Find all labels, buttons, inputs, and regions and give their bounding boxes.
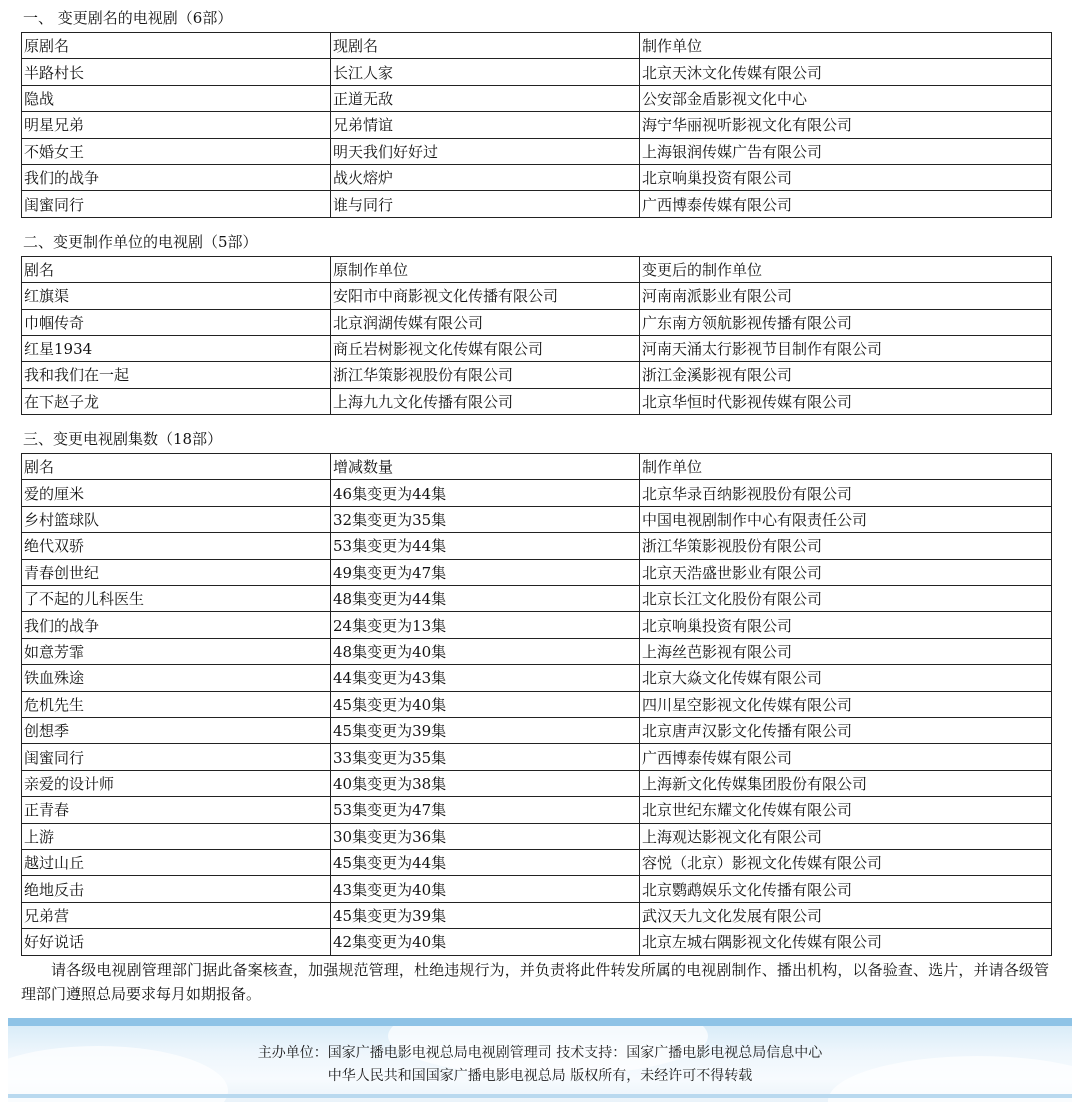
table-row xyxy=(22,823,1052,849)
table-cell: 海宁华丽视听影视文化有限公司 xyxy=(640,112,1052,138)
table-cell: 浙江华策影视股份有限公司 xyxy=(331,362,640,388)
table-cell: 北京唐声汉影文化传播有限公司 xyxy=(640,717,1052,743)
table-cell: 商丘岩树影视文化传媒有限公司 xyxy=(331,335,640,361)
table-row xyxy=(22,559,1052,585)
table-cell: 正青春 xyxy=(22,797,331,823)
table-cell: 上游 xyxy=(22,823,331,849)
table-cell: 45集变更为44集 xyxy=(331,849,640,875)
table-row xyxy=(22,691,1052,717)
table-cell: 隐战 xyxy=(22,85,331,111)
table-cell: 四川星空影视文化传媒有限公司 xyxy=(640,691,1052,717)
table-cell: 北京左城右隅影视文化传媒有限公司 xyxy=(640,929,1052,955)
table-row xyxy=(22,586,1052,612)
table-row xyxy=(22,388,1052,414)
table-row xyxy=(22,533,1052,559)
table-cell: 亲爱的设计师 xyxy=(22,770,331,796)
table-row xyxy=(22,112,1052,138)
table-cell: 兄弟情谊 xyxy=(331,112,640,138)
section3-title: 三、变更电视剧集数（18部） xyxy=(23,430,223,449)
table-cell: 半路村长 xyxy=(22,59,331,85)
table-row xyxy=(22,191,1052,217)
table-cell: 爱的厘米 xyxy=(22,480,331,506)
table-cell: 中国电视剧制作中心有限责任公司 xyxy=(640,506,1052,532)
table-row xyxy=(22,902,1052,928)
table-cell: 了不起的儿科医生 xyxy=(22,586,331,612)
table-cell: 43集变更为40集 xyxy=(331,876,640,902)
site-footer xyxy=(8,1018,1072,1102)
footer-copyright-line: 中华人民共和国国家广播电影电视总局 版权所有，未经许可不得转载 xyxy=(327,1068,753,1084)
table-row xyxy=(22,849,1052,875)
table-cell: 北京世纪东耀文化传媒有限公司 xyxy=(640,797,1052,823)
table-cell: 48集变更为44集 xyxy=(331,586,640,612)
table-cell: 上海观达影视文化有限公司 xyxy=(640,823,1052,849)
table-row xyxy=(22,362,1052,388)
table-row xyxy=(22,665,1052,691)
closing-note: 请各级电视剧管理部门据此备案核查，加强规范管理，杜绝违规行为，并负责将此件转发所属的电视剧制作、播出机构，以备验查、选片，并请各级管理部门遵照总局要求每月如期报备。 xyxy=(21,960,1049,1003)
table-row xyxy=(22,164,1052,190)
section2-title: 二、变更制作单位的电视剧（5部） xyxy=(23,232,258,251)
table-cell: 30集变更为36集 xyxy=(331,823,640,849)
column-header: 制作单位 xyxy=(640,454,1052,480)
table-row xyxy=(22,335,1052,361)
table-cell: 上海新文化传媒集团股份有限公司 xyxy=(640,770,1052,796)
table-cell: 河南天涌太行影视节目制作有限公司 xyxy=(640,335,1052,361)
table-cell: 武汉天九文化发展有限公司 xyxy=(640,902,1052,928)
table-cell: 我们的战争 xyxy=(22,612,331,638)
table-cell: 46集变更为44集 xyxy=(331,480,640,506)
table-cell: 49集变更为47集 xyxy=(331,559,640,585)
table-row xyxy=(22,876,1052,902)
table-row xyxy=(22,283,1052,309)
column-header: 剧名 xyxy=(22,256,331,282)
table-cell: 明星兄弟 xyxy=(22,112,331,138)
table-cell: 青春创世纪 xyxy=(22,559,331,585)
footer-bottom-bar xyxy=(8,1094,1072,1098)
table-row xyxy=(22,480,1052,506)
table-cell: 安阳市中商影视文化传播有限公司 xyxy=(331,283,640,309)
table-cell: 40集变更为38集 xyxy=(331,770,640,796)
table-cell: 我们的战争 xyxy=(22,164,331,190)
table-cell: 容悦（北京）影视文化传媒有限公司 xyxy=(640,849,1052,875)
table-cell: 53集变更为44集 xyxy=(331,533,640,559)
table-cell: 北京天浩盛世影业有限公司 xyxy=(640,559,1052,585)
table-renamed-dramas xyxy=(21,32,1052,218)
table-cell: 24集变更为13集 xyxy=(331,612,640,638)
table-cell: 北京华恒时代影视传媒有限公司 xyxy=(640,388,1052,414)
table-row xyxy=(22,59,1052,85)
table-cell: 我和我们在一起 xyxy=(22,362,331,388)
table-changed-producers xyxy=(21,256,1052,415)
table-cell: 广西博泰传媒有限公司 xyxy=(640,744,1052,770)
table-row xyxy=(22,638,1052,664)
table-cell: 绝地反击 xyxy=(22,876,331,902)
table-cell: 明天我们好好过 xyxy=(331,138,640,164)
table-cell: 闺蜜同行 xyxy=(22,191,331,217)
table-cell: 巾帼传奇 xyxy=(22,309,331,335)
table-cell: 44集变更为43集 xyxy=(331,665,640,691)
table-cell: 北京响巢投资有限公司 xyxy=(640,164,1052,190)
table-cell: 乡村篮球队 xyxy=(22,506,331,532)
table-row xyxy=(22,506,1052,532)
column-header: 增减数量 xyxy=(331,454,640,480)
table-cell: 危机先生 xyxy=(22,691,331,717)
table-cell: 北京华录百纳影视股份有限公司 xyxy=(640,480,1052,506)
table-cell: 闺蜜同行 xyxy=(22,744,331,770)
table-cell: 53集变更为47集 xyxy=(331,797,640,823)
table-header-row xyxy=(22,454,1052,480)
column-header: 原剧名 xyxy=(22,33,331,59)
table-cell: 铁血殊途 xyxy=(22,665,331,691)
table-cell: 兄弟营 xyxy=(22,902,331,928)
document-content xyxy=(21,8,1051,1006)
table-changed-episodes xyxy=(21,453,1052,955)
table-cell: 创想季 xyxy=(22,717,331,743)
table-cell: 广西博泰传媒有限公司 xyxy=(640,191,1052,217)
table-row xyxy=(22,929,1052,955)
table-cell: 45集变更为40集 xyxy=(331,691,640,717)
table-cell: 战火熔炉 xyxy=(331,164,640,190)
table-cell: 33集变更为35集 xyxy=(331,744,640,770)
table-cell: 如意芳霏 xyxy=(22,638,331,664)
table-cell: 长江人家 xyxy=(331,59,640,85)
table-cell: 好好说话 xyxy=(22,929,331,955)
table-row xyxy=(22,797,1052,823)
table-cell: 谁与同行 xyxy=(331,191,640,217)
section1-title: 一、 变更剧名的电视剧（6部） xyxy=(23,9,233,27)
table-cell: 42集变更为40集 xyxy=(331,929,640,955)
table-cell: 45集变更为39集 xyxy=(331,717,640,743)
table-cell: 北京天沐文化传媒有限公司 xyxy=(640,59,1052,85)
table-cell: 河南南派影业有限公司 xyxy=(640,283,1052,309)
table-row xyxy=(22,770,1052,796)
table-cell: 正道无敌 xyxy=(331,85,640,111)
table-cell: 在下赵子龙 xyxy=(22,388,331,414)
table-cell: 不婚女王 xyxy=(22,138,331,164)
column-header: 制作单位 xyxy=(640,33,1052,59)
table-cell: 45集变更为39集 xyxy=(331,902,640,928)
column-header: 变更后的制作单位 xyxy=(640,256,1052,282)
table-cell: 北京大焱文化传媒有限公司 xyxy=(640,665,1052,691)
footer-sponsor-line: 主办单位：国家广播电影电视总局电视剧管理司 技术支持：国家广播电影电视总局信息中心 xyxy=(257,1045,823,1061)
table-cell: 红旗渠 xyxy=(22,283,331,309)
table-cell: 48集变更为40集 xyxy=(331,638,640,664)
table-cell: 北京长江文化股份有限公司 xyxy=(640,586,1052,612)
table-header-row xyxy=(22,33,1052,59)
column-header: 剧名 xyxy=(22,454,331,480)
table-cell: 公安部金盾影视文化中心 xyxy=(640,85,1052,111)
table-cell: 上海九九文化传播有限公司 xyxy=(331,388,640,414)
table-cell: 广东南方领航影视传播有限公司 xyxy=(640,309,1052,335)
table-cell: 绝代双骄 xyxy=(22,533,331,559)
table-cell: 浙江华策影视股份有限公司 xyxy=(640,533,1052,559)
table-row xyxy=(22,309,1052,335)
column-header: 现剧名 xyxy=(331,33,640,59)
table-cell: 北京响巢投资有限公司 xyxy=(640,612,1052,638)
table-cell: 32集变更为35集 xyxy=(331,506,640,532)
table-header-row xyxy=(22,256,1052,282)
table-row xyxy=(22,85,1052,111)
table-cell: 红星1934 xyxy=(22,335,331,361)
table-cell: 上海银润传媒广告有限公司 xyxy=(640,138,1052,164)
table-cell: 上海丝芭影视有限公司 xyxy=(640,638,1052,664)
table-row xyxy=(22,612,1052,638)
table-row xyxy=(22,717,1052,743)
table-cell: 浙江金溪影视有限公司 xyxy=(640,362,1052,388)
table-row xyxy=(22,744,1052,770)
table-row xyxy=(22,138,1052,164)
table-cell: 北京润湖传媒有限公司 xyxy=(331,309,640,335)
table-cell: 北京鹦鹉娱乐文化传播有限公司 xyxy=(640,876,1052,902)
column-header: 原制作单位 xyxy=(331,256,640,282)
table-cell: 越过山丘 xyxy=(22,849,331,875)
